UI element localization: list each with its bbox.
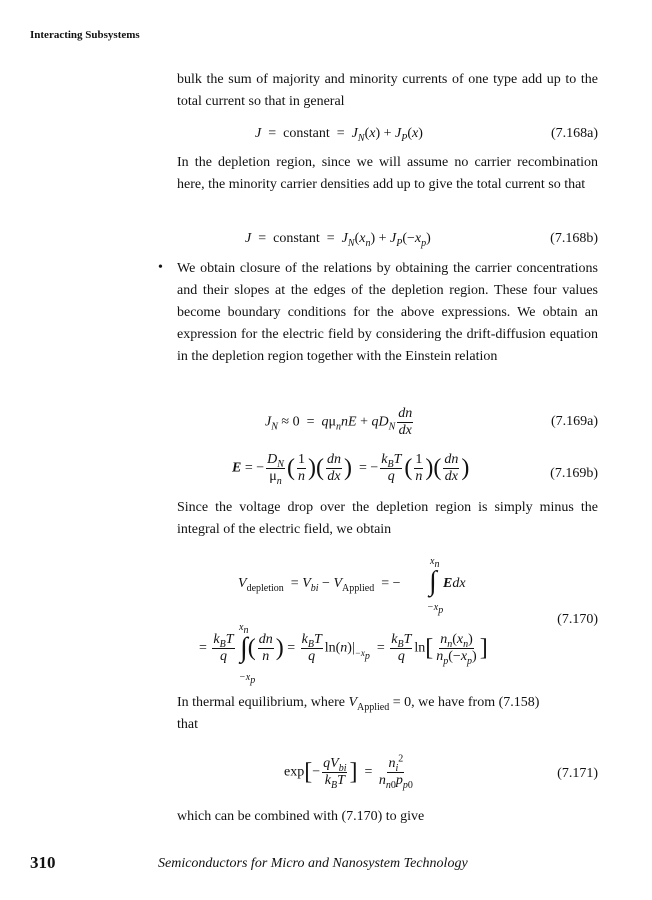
running-header: Interacting Subsystems: [30, 29, 140, 41]
equation-number: (7.168a): [550, 126, 598, 141]
equation-7-168b: J = constant = $J_N(x_n) + J_P(-x_p)$ (7.168b): [245, 231, 598, 249]
equation-7-168a: J = constant = $J_N(x) + J_P(x)$ (7.168a): [255, 126, 598, 144]
equation-7-170: $V_{depletion} = V_{bi} - V_{Applied}$ = − $x_n$ ∫ Edx $-x_p$ (7.170) $x_n$ $-x_p$ = $\frac{k_BT}{q}$ ∫( $\frac{dn}{n}$ ) = $\frac{k_BT}{q}$ $\ln(n)|_{-x_p}$ = $\frac{k_BT}{q}$ ln[ $\frac{n_n(x_n)}{n_p(-x_p)}$ ]: [199, 556, 598, 686]
equation-7-169b: E = − $\frac{D_N}{\mu_n}$ ( $\frac{1}{n}$ )( $\frac{dn}{dx}$ ) = − $\frac{k_BT}{q}$ ( $\frac{1}{n}$ )( $\frac{dn}{dx}$ ) (7.169b): [232, 452, 598, 487]
equation-number: (7.168b): [550, 231, 598, 246]
equation-7-169a: $J_N \approx 0 = q\mu_nnE + qD_N$ $\frac{dn}{dx}$ (7.169a): [265, 406, 598, 438]
book-title: Semiconductors for Micro and Nanosystem Technology: [158, 856, 468, 871]
paragraph-2: In the depletion region, since we will assume no carrier recombination here, the minority carrier densities add up to give the total current so that: [177, 155, 598, 192]
page-number: 310: [30, 853, 56, 872]
equation-number: (7.169b): [550, 466, 598, 481]
paragraph-6: which can be combined with (7.170) to give: [177, 809, 425, 824]
paragraph-4: Since the voltage drop over the depletion region is simply minus the integral of the electric field, we obtain: [177, 500, 598, 537]
paragraph-3: We obtain closure of the relations by obtaining the carrier concentrations and their slopes at the edges of the depletion region. These four values become boundary conditions for the above expressions. We obtain an expression for the electric field by considering the drift-diffusion equation in the depletion region together with the Einstein relation: [177, 261, 598, 364]
bullet-marker: •: [158, 260, 163, 275]
paragraph-1: bulk the sum of majority and minority currents of one type add up to the total current so that in general: [177, 72, 598, 109]
equation-number: (7.169a): [550, 414, 598, 429]
paragraph-5: In thermal equilibrium, where $V_{Applied} = 0$, we have from (7.158) that: [177, 695, 540, 732]
equation-number: (7.171): [557, 766, 598, 781]
equation-7-171: exp[− $\frac{qV_{bi}}{k_BT}$ ] = $\frac{n_i^2}{n_{n0}p_{p0}}$ (7.171): [284, 753, 598, 791]
equation-number: (7.170): [557, 612, 598, 627]
